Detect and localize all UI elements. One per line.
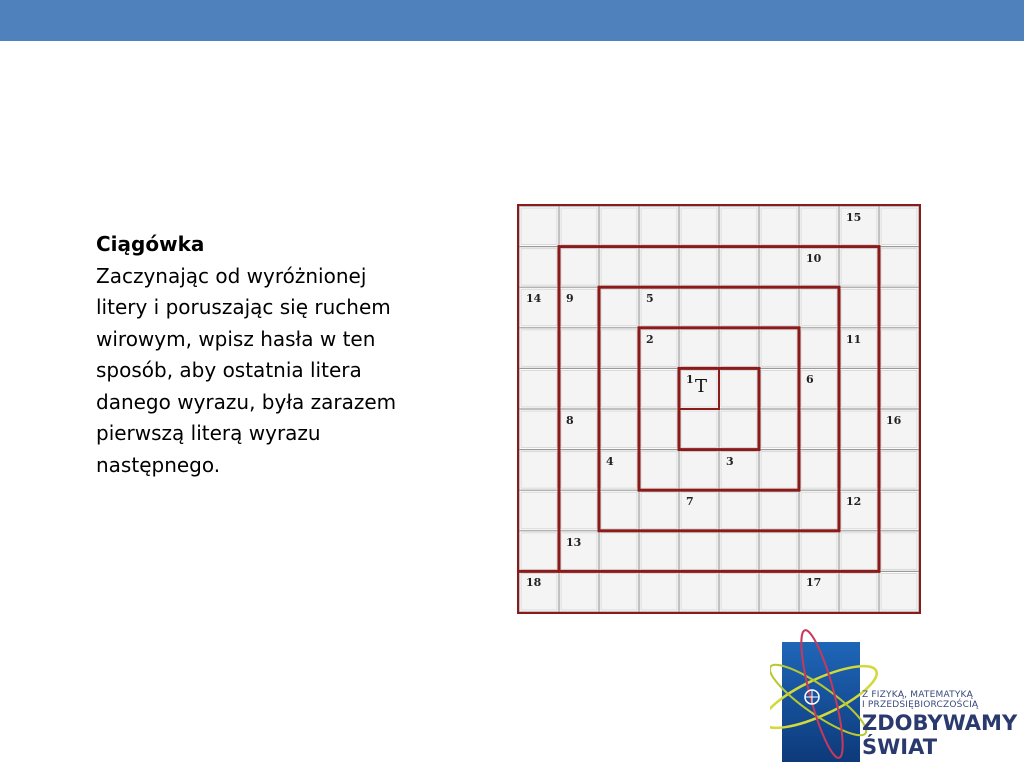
clue-number: 9	[566, 292, 574, 306]
grid-cell	[761, 492, 797, 529]
clue-number: 2	[646, 332, 654, 346]
logo-line-2: I PRZEDSIĘBIORCZOŚCIĄ	[862, 700, 979, 710]
clue-number: 8	[566, 414, 574, 427]
grid-cell	[681, 533, 717, 570]
grid-cell	[881, 208, 917, 245]
grid-cell	[721, 411, 757, 448]
logo-line-3: ZDOBYWAMY	[862, 711, 1018, 735]
grid-cell	[521, 411, 557, 448]
grid-cell	[801, 208, 837, 245]
header-bar	[0, 0, 1024, 41]
grid-cell	[521, 370, 557, 407]
grid-cell	[601, 249, 637, 286]
grid-cell	[721, 573, 757, 610]
grid-cell	[761, 533, 797, 570]
clue-number: 16	[886, 414, 902, 427]
grid-cell	[761, 249, 797, 286]
grid-cell	[681, 249, 717, 286]
grid-cell	[761, 411, 797, 448]
instruction-line-6: pierwszą literą wyrazu	[96, 421, 321, 445]
clue-number: 15	[846, 211, 862, 224]
clue-number: 14	[526, 292, 542, 306]
grid-cell	[561, 452, 597, 489]
grid-cell	[681, 573, 717, 610]
puzzle-title: Ciągówka	[96, 232, 205, 256]
grid-cell	[841, 411, 877, 448]
grid-cell	[801, 492, 837, 529]
grid-cell	[561, 249, 597, 286]
grid-cell	[641, 249, 677, 286]
clue-number: 10	[806, 251, 822, 265]
grid-cell	[681, 411, 717, 448]
grid-cell	[601, 330, 637, 367]
grid-cell	[601, 411, 637, 448]
instruction-line-5: danego wyrazu, była zarazem	[96, 389, 397, 414]
grid-cell	[721, 370, 757, 407]
grid-cell	[561, 370, 597, 407]
grid-cell	[881, 452, 917, 489]
clue-number: 1	[686, 373, 694, 387]
start-letter: T	[695, 376, 708, 398]
grid-cell	[841, 249, 877, 286]
grid-cell	[561, 208, 597, 245]
grid-cell	[641, 452, 677, 489]
clue-number: 5	[646, 292, 654, 306]
clue-number: 17	[806, 576, 822, 590]
grid-cell	[801, 289, 837, 326]
instruction-line-2: litery i poruszając się ruchem	[96, 295, 391, 319]
instruction-line-3: wirowym, wpisz hasła w ten	[96, 326, 376, 351]
grid-cell	[761, 452, 797, 489]
grid-cell	[681, 330, 717, 367]
grid-cell	[881, 330, 917, 367]
grid-cell	[761, 573, 797, 610]
grid-cell	[561, 573, 597, 610]
logo-line-1: Z FIZYKĄ, MATEMATYKĄ	[862, 690, 973, 700]
grid-cell	[521, 249, 557, 286]
grid-cell	[761, 208, 797, 245]
logo-line-4: ŚWIAT	[862, 735, 938, 759]
grid-cell	[841, 370, 877, 407]
grid-cell	[881, 573, 917, 610]
grid-cell	[801, 452, 837, 489]
grid-cell	[561, 330, 597, 367]
grid-cell	[681, 289, 717, 326]
grid-cell	[601, 208, 637, 245]
grid-cell	[641, 411, 677, 448]
grid-cell	[841, 533, 877, 570]
grid-cell	[761, 370, 797, 407]
grid-cell	[521, 208, 557, 245]
grid-cell	[601, 492, 637, 529]
grid-cell	[761, 289, 797, 326]
instruction-line-1: Zaczynając od wyróżnionej	[96, 263, 367, 288]
grid-cell	[881, 533, 917, 570]
clue-number: 3	[726, 454, 734, 468]
grid-cell	[601, 533, 637, 570]
grid-cell	[521, 452, 557, 489]
clue-number: 4	[606, 454, 614, 468]
grid-cell	[881, 492, 917, 529]
grid-cell	[721, 492, 757, 529]
grid-lines	[519, 206, 919, 612]
grid-cell	[521, 492, 557, 529]
grid-cell	[761, 330, 797, 367]
grid-cell	[881, 370, 917, 407]
grid-cell	[841, 289, 877, 326]
grid-cell	[601, 573, 637, 610]
grid-cell	[801, 411, 837, 448]
grid-cell	[681, 452, 717, 489]
grid-cell	[801, 533, 837, 570]
grid-cell	[721, 249, 757, 286]
clue-number: 18	[526, 576, 542, 590]
instruction-line-7: następnego.	[96, 452, 221, 477]
clue-number: 12	[846, 495, 862, 509]
instruction-line-4: sposób, aby ostatnia litera	[96, 358, 362, 382]
grid-cell	[561, 492, 597, 529]
grid-cell	[681, 208, 717, 245]
grid-cell	[721, 330, 757, 367]
grid-cell	[641, 370, 677, 407]
grid-cell	[841, 573, 877, 610]
grid-cell	[881, 249, 917, 286]
grid-cell	[721, 533, 757, 570]
clue-number: 6	[806, 373, 814, 387]
grid-cell	[721, 289, 757, 326]
grid-cell	[801, 330, 837, 367]
grid-cell	[601, 370, 637, 407]
grid-cell	[841, 452, 877, 489]
grid-cell	[881, 289, 917, 326]
grid-cell	[641, 492, 677, 529]
spiral-crossword-grid	[517, 204, 921, 614]
clue-number: 11	[846, 332, 862, 346]
instructions	[96, 229, 476, 481]
clue-number: 13	[566, 535, 582, 549]
grid-cell	[641, 533, 677, 570]
grid-cell	[641, 208, 677, 245]
project-logo	[770, 622, 1024, 768]
grid-cell	[721, 208, 757, 245]
grid-cell	[641, 573, 677, 610]
clue-number: 7	[686, 495, 694, 509]
grid-cell	[521, 330, 557, 367]
grid-cell	[521, 533, 557, 570]
grid-cell	[601, 289, 637, 326]
